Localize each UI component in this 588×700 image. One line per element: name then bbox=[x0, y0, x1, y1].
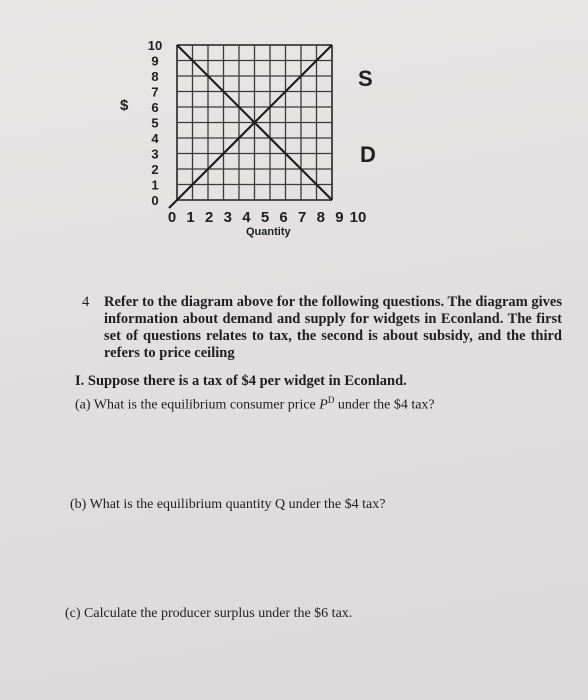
y-tick-label: 3 bbox=[151, 146, 159, 162]
x-tick-label: 6 bbox=[279, 209, 288, 226]
y-tick-label: 1 bbox=[151, 177, 159, 193]
y-tick-label: 7 bbox=[151, 84, 159, 100]
x-tick-label: 1 bbox=[186, 209, 195, 226]
supply-demand-graph bbox=[120, 40, 410, 240]
question-4 bbox=[82, 294, 562, 362]
x-tick-label: 9 bbox=[335, 209, 344, 226]
supply-curve bbox=[169, 45, 332, 208]
question-number: 4 bbox=[82, 294, 90, 310]
subquestion-a: (a) What is the equilibrium consumer price $P^D$ under the $4 tax? bbox=[75, 395, 435, 413]
question-text: Refer to the diagram above for the following questions. The diagram gives information about demand and supply for widgets in Econland. The first set of questions relates to tax, the second is about subsidy, and the third refers to price ceiling bbox=[104, 294, 562, 361]
subquestion-b: (b) What is the equilibrium quantity Q under the $4 tax? bbox=[70, 497, 386, 512]
part-1-heading: I. Suppose there is a tax of $4 per widget in Econland. bbox=[75, 373, 407, 389]
y-axis-dollar-label: $ bbox=[120, 97, 129, 114]
x-tick-label: 3 bbox=[223, 209, 232, 226]
x-tick-label: 7 bbox=[298, 209, 307, 226]
x-tick-label: 2 bbox=[205, 209, 214, 226]
x-tick-label: 10 bbox=[349, 209, 367, 226]
x-tick-label: 4 bbox=[242, 209, 251, 226]
y-axis-labels bbox=[148, 40, 162, 208]
y-tick-label: 6 bbox=[151, 100, 159, 115]
subquestion-c: (c) Calculate the producer surplus under the $6 tax. bbox=[65, 606, 353, 621]
x-tick-label: 8 bbox=[316, 209, 325, 226]
x-tick-label: 5 bbox=[260, 209, 270, 226]
x-axis-title: Quantity bbox=[246, 226, 291, 238]
y-tick-label: 8 bbox=[151, 69, 159, 84]
supply-curve-label: S bbox=[358, 66, 373, 91]
y-tick-label: 5 bbox=[151, 115, 159, 131]
y-tick-label: 9 bbox=[151, 53, 159, 69]
x-axis-labels bbox=[168, 209, 367, 226]
y-tick-label: 10 bbox=[147, 40, 163, 53]
demand-curve-label: D bbox=[360, 142, 376, 167]
y-tick-label: 2 bbox=[151, 162, 159, 177]
x-tick-label: 0 bbox=[167, 209, 177, 226]
y-tick-label: 0 bbox=[151, 193, 159, 208]
y-tick-label: 4 bbox=[151, 131, 159, 146]
